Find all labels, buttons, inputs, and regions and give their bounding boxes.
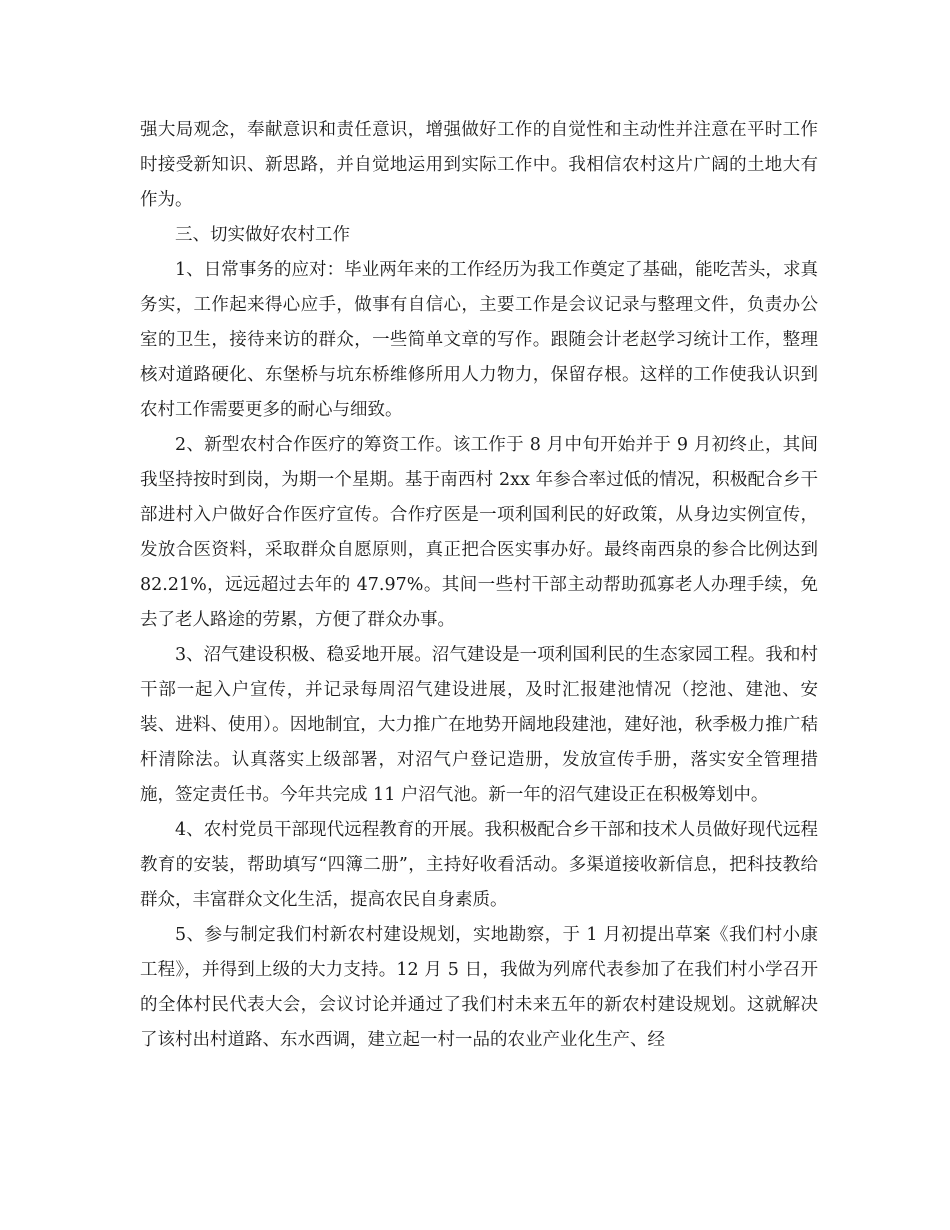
document-body — [140, 113, 818, 1058]
section-heading: 三、切实做好农村工作 — [175, 225, 350, 245]
paragraph-daily-affairs: 1、日常事务的应对：毕业两年来的工作经历为我工作奠定了基础，能吃苦头，求真务实，工作起来得心应手，做事有自信心，主要工作是会议记录与整理文件，负责办公室的卫生，接待来访的群众，一些简单文章的写作。跟随会计老赵学习统计工作，整理核对道路硬化、东堡桥与坑东桥维修所用人力物力，保留存根。这样的工作使我认识到农村工作需要更多的耐心与细致。 — [140, 260, 818, 420]
paragraph-cooperative-medical: 2、新型农村合作医疗的筹资工作。该工作于 8 月中旬开始并于 9 月初终止，其间我坚持按时到岗，为期一个星期。基于南西村 2xx 年参合率过低的情况，积极配合乡干部进村入户做好合作医疗宣传。合作疗医是一项利国利民的好政策，从身边实例宣传，发放合医资料，采取群众自愿原则，真正把合医实事办好。最终南西泉的参合比例达到 82.21%，远远超过去年的 47.97%。其间一些村干部主动帮助孤寡老人办理手续，免去了老人路途的劳累，方便了群众办事。 — [140, 435, 818, 630]
paragraph-continuation: 强大局观念，奉献意识和责任意识，增强做好工作的自觉性和主动性并注意在平时工作时接受新知识、新思路，并自觉地运用到实际工作中。我相信农村这片广阔的土地大有作为。 — [140, 120, 818, 210]
paragraph-remote-education: 4、农村党员干部现代远程教育的开展。我积极配合乡干部和技术人员做好现代远程教育的安装，帮助填写“四簿二册”，主持好收看活动。多渠道接收新信息，把科技教给群众，丰富群众文化生活，提高农民自身素质。 — [140, 820, 818, 910]
paragraph-village-planning: 5、参与制定我们村新农村建设规划，实地勘察，于 1 月初提出草案《我们村小康工程》，并得到上级的大力支持。12 月 5 日，我做为列席代表参加了在我们村小学召开的全体村民代表大会，会议讨论并通过了我们村未来五年的新农村建设规划。这就解决了该村出村道路、东水西调，建立起一村一品的农业产业化生产、经 — [140, 925, 818, 1050]
paragraph-biogas-construction: 3、沼气建设积极、稳妥地开展。沼气建设是一项利国利民的生态家园工程。我和村干部一起入户宣传，并记录每周沼气建设进展，及时汇报建池情况（挖池、建池、安装、进料、使用）。因地制宜，大力推广在地势开阔地段建池，建好池，秋季极力推广秸杆清除法。认真落实上级部署，对沼气户登记造册，发放宣传手册，落实安全管理措施，签定责任书。今年共完成 11 户沼气池。新一年的沼气建设正在积极筹划中。 — [140, 645, 818, 805]
